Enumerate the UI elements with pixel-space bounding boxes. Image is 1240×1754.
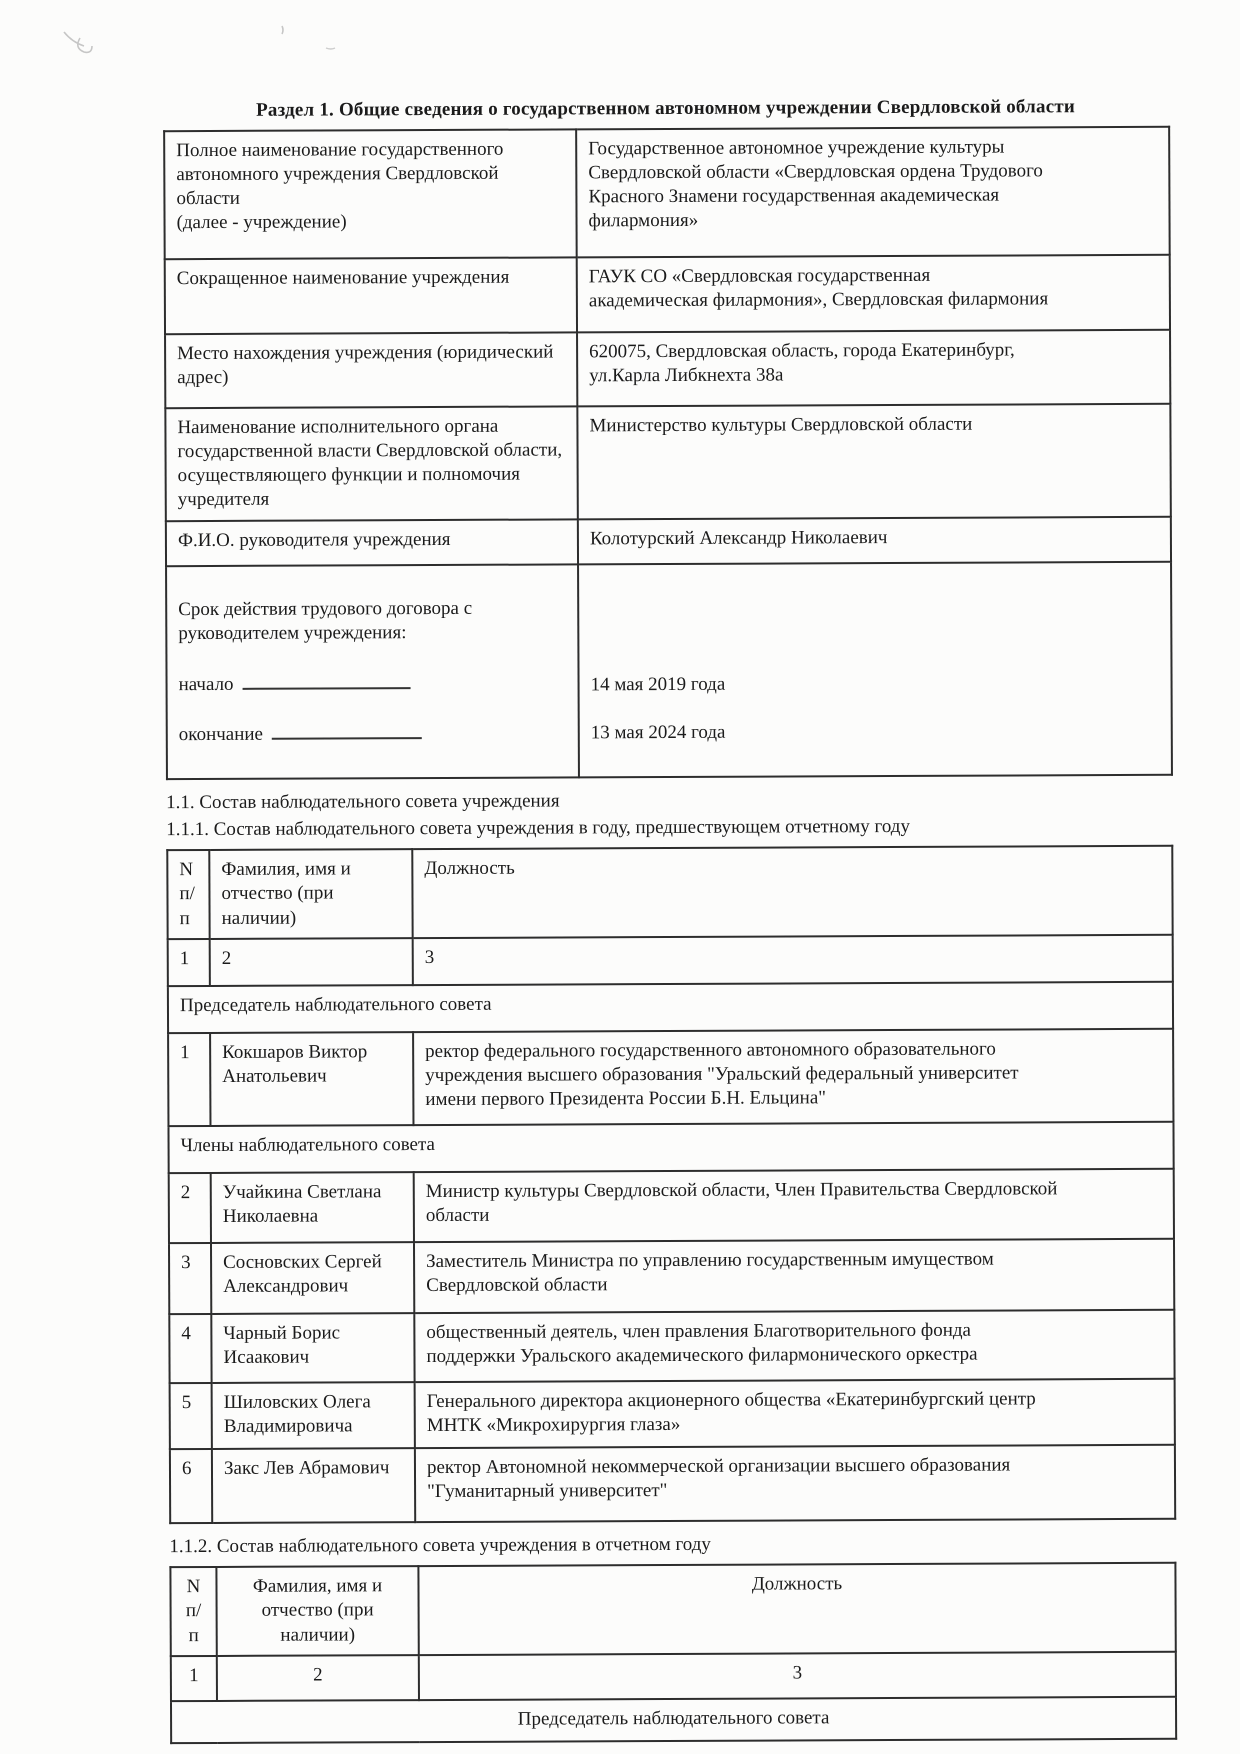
member-position: общественный деятель, член правления Благотворительного фонда поддержки Уральского академического филармонического оркестра [414,1309,1174,1381]
contract-start-label: начало [178,673,234,695]
members-group-label: Члены наблюдательного совета [168,1121,1173,1172]
table-row [170,1378,1175,1448]
short-name-value: ГАУК СО «Свердловская государственная академическая филармония», Свердловская филармония [577,255,1170,333]
table-row [170,1444,1175,1522]
contract-term-value-cell [578,562,1172,778]
member-name: Сосновских Сергей Александрович [211,1242,414,1314]
table-header-row [167,846,1172,939]
contract-start-date: 14 мая 2019 года [590,673,726,695]
table-row [165,404,1170,521]
member-position: Генерального директора акционерного общества «Екатеринбургский центр МНТК «Микрохирургия глаза» [415,1378,1175,1447]
section-1-1-1-heading: 1.1.1. Состав наблюдательного совета учреждения в году, предшествующем отчетному году [166,815,910,840]
contract-term-label: Срок действия трудового договора с руководителем учреждения: [178,597,473,645]
short-name-label: Сокращенное наименование учреждения [165,257,577,334]
member-position: Министр культуры Свердловской области, Член Правительства Свердловской области [414,1168,1174,1241]
council-previous-year-table [166,845,1176,1524]
col-header-num: N п/п [167,850,209,939]
founder-body-value: Министерство культуры Свердловской области [577,404,1170,520]
document-content [163,96,1175,1744]
table-row [168,1028,1173,1125]
col-num-3: 3 [413,934,1173,984]
chair-group-row [168,981,1173,1032]
head-fio-value: Колотурский Александр Николаевич [578,517,1171,565]
member-num: 1 [168,1033,210,1126]
member-position: ректор Автономной некоммерческой организации высшего образования "Гуманитарный университет" [415,1444,1175,1521]
contract-end-date: 13 мая 2024 года [590,721,726,744]
member-name: Кокшаров Виктор Анатольевич [210,1032,413,1126]
pencil-mark [50,18,370,68]
col-header-num: N п/п [170,1567,216,1656]
table-row [165,330,1170,408]
head-fio-label: Ф.И.О. руководителя учреждения [166,519,578,566]
full-name-label: Полное наименование государственного автономного учреждения Свердловской области (далее - учреждение) [164,129,577,259]
col-num-3: 3 [419,1651,1176,1699]
member-name: Шиловских Олега Владимировича [212,1382,415,1449]
member-position: Заместитель Министра по управлению государственным имуществом Свердловской области [414,1238,1174,1312]
section-1-1-heading: 1.1. Состав наблюдательного совета учреждения [166,790,560,814]
col-num-1: 1 [171,1656,217,1701]
chair-group-row [171,1696,1176,1742]
address-value: 620075, Свердловская область, города Екатеринбург, ул.Карла Либкнехта 38а [577,330,1170,407]
table-row [164,127,1170,259]
council-reporting-year-table [169,1562,1177,1744]
blank-underline [272,725,422,740]
section-1-title: Раздел 1. Общие сведения о государственном автономном учреждении Свердловской области [256,96,1076,121]
member-num: 5 [170,1383,212,1449]
column-number-row [168,934,1173,985]
table-row [169,1238,1174,1313]
table-row [166,517,1171,566]
contract-end-line [179,721,567,747]
contract-start-line [179,671,567,697]
table-header-row [170,1563,1175,1656]
member-name: Учайкина Светлана Николаевна [211,1172,414,1243]
address-label: Место нахождения учреждения (юридический адрес) [165,332,577,408]
members-group-row [168,1121,1173,1172]
chair-group-label: Председатель наблюдательного совета [168,981,1173,1032]
blank-underline [242,675,410,690]
chair-group-label: Председатель наблюдательного совета [171,1696,1176,1742]
column-number-row [171,1651,1176,1700]
member-name: Чарный Борис Исаакович [211,1313,414,1383]
table-row [169,1309,1174,1382]
contract-term-label-cell [166,564,579,779]
col-header-name: Фамилия, имя и отчество (при наличии) [209,849,412,938]
member-num: 4 [169,1314,211,1383]
col-num-1: 1 [168,939,210,986]
table-row [165,255,1170,334]
member-num: 2 [169,1173,211,1243]
col-num-2: 2 [210,938,413,986]
founder-body-label: Наименование исполнительного органа государственной власти Свердловской области, осуществляющего функции и полномочия учредителя [165,406,577,521]
col-header-name: Фамилия, имя и отчество (при наличии) [216,1566,418,1655]
contract-end-label: окончание [178,723,264,745]
member-num: 3 [169,1243,211,1314]
col-num-2: 2 [217,1655,419,1701]
member-num: 6 [170,1449,212,1523]
col-header-position: Должность [412,846,1172,938]
col-header-position: Должность [418,1563,1175,1655]
general-info-table [163,126,1173,780]
table-row [166,562,1172,779]
table-row [169,1168,1174,1242]
member-name: Закс Лев Абрамович [212,1448,415,1523]
full-name-value: Государственное автономное учреждение культуры Свердловской области «Свердловская ордена Трудового Красного Знамени государственная академическая филармония» [576,127,1170,258]
member-position: ректор федерального государственного автономного образовательного учреждения высшего образования "Уральский федеральный университет имени первого Президента России Б.Н. Ельцина" [413,1028,1173,1124]
section-1-1-2-heading: 1.1.2. Состав наблюдательного совета учреждения в отчетном году [169,1533,711,1557]
